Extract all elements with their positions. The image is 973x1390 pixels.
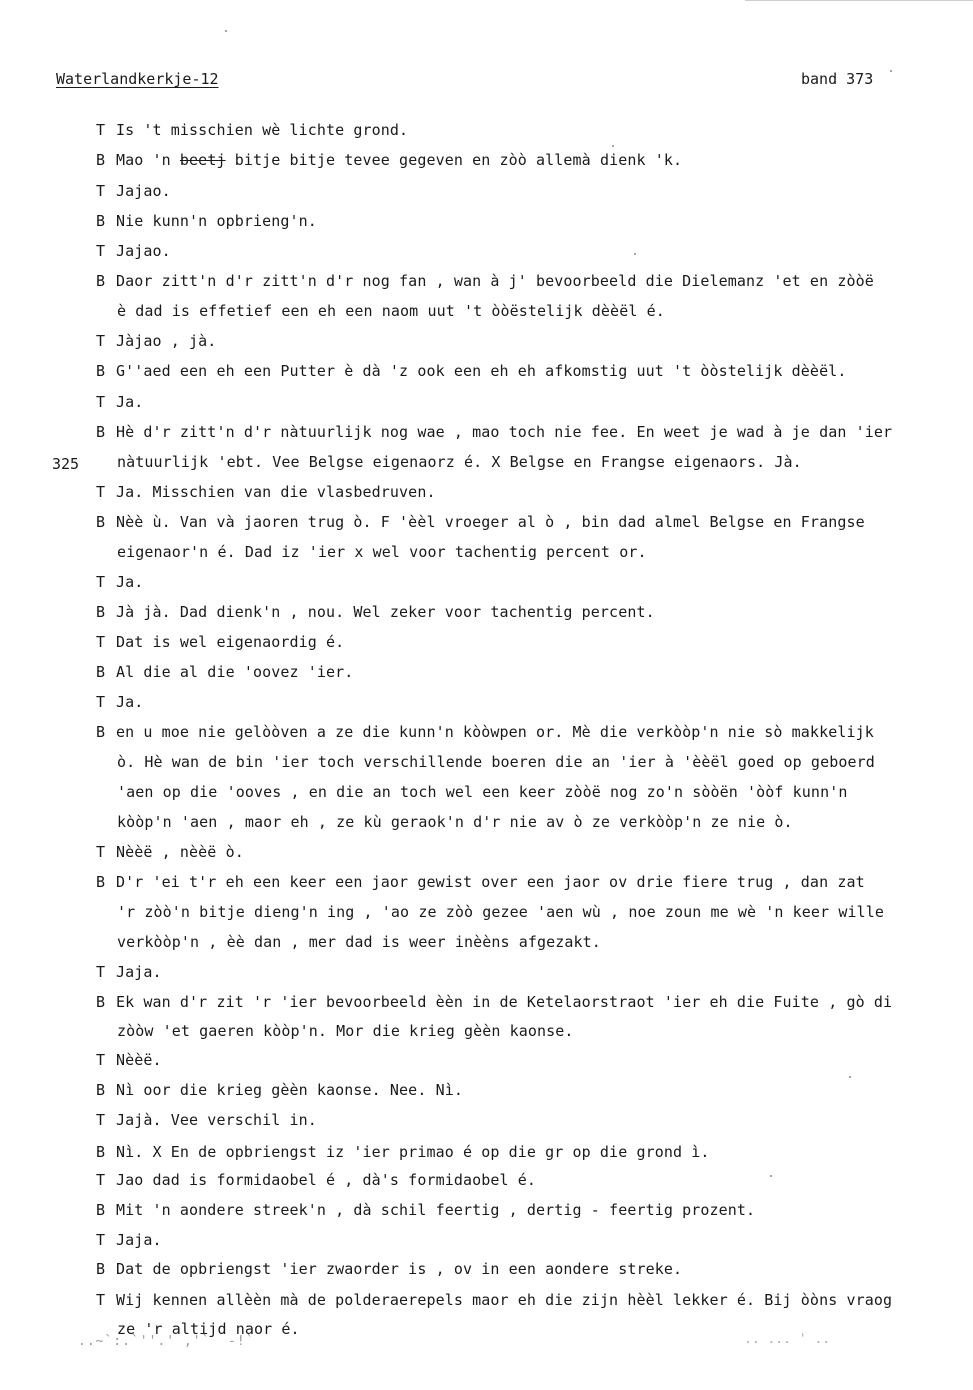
speaker-label: T — [96, 1111, 106, 1129]
utterance-text: Al die al die 'oovez 'ier. — [116, 663, 354, 681]
speaker-label: B — [96, 362, 106, 380]
utterance-text: 'r zòò'n bitje dieng'n ing , 'ao ze zòò gezee 'aen wù , noe zoun me wè 'n keer wille — [117, 903, 884, 921]
transcript-line — [117, 813, 793, 831]
speaker-label: T — [96, 332, 106, 350]
speaker-label: T — [96, 121, 106, 139]
transcript-line — [96, 513, 865, 531]
utterance-text: Nì oor die krieg gèèn kaonse. Nee. Nì. — [116, 1081, 463, 1099]
transcript-line — [96, 1291, 892, 1309]
speaker-label: B — [96, 272, 106, 290]
transcript-line — [96, 272, 874, 290]
speaker-label: B — [96, 663, 106, 681]
utterance-text: Hè d'r zitt'n d'r nàtuurlijk nog wae , mao toch nie fee. En weet je wad à je dan 'ier — [116, 423, 893, 441]
transcript-line — [96, 963, 162, 981]
speaker-label: B — [96, 423, 106, 441]
speaker-label: B — [96, 212, 106, 230]
scan-speck — [890, 70, 892, 72]
scan-speck — [849, 1076, 851, 1078]
speaker-label: T — [96, 1171, 106, 1189]
utterance-text: Mit 'n aondere streek'n , dà schil feertig , dertig - feertig prozent. — [116, 1201, 756, 1219]
transcript-line — [117, 453, 802, 471]
document-title: Waterlandkerkje-12 — [56, 70, 219, 88]
speaker-label: T — [96, 182, 106, 200]
utterance-text: Ja. — [116, 693, 144, 711]
utterance-text: Jaja. — [116, 963, 162, 981]
tape-band-number: band 373 — [801, 70, 874, 88]
speaker-label: B — [96, 1201, 106, 1219]
transcript-line — [96, 1143, 710, 1161]
transcript-line — [96, 663, 353, 681]
transcript-line — [96, 993, 892, 1011]
speaker-label: T — [96, 1051, 106, 1069]
speaker-label: B — [96, 993, 106, 1011]
speaker-label: T — [96, 1231, 106, 1249]
transcript-line — [117, 1022, 574, 1040]
transcript-line — [96, 603, 655, 621]
struck-out-text: beetj — [179, 151, 226, 169]
speaker-label: B — [96, 1260, 106, 1278]
utterance-text: D'r 'ei t'r eh een keer een jaor gewist over een jaor ov drie fiere trug , dan zat — [116, 873, 865, 891]
utterance-text: Jajà. Vee verschil in. — [116, 1111, 317, 1129]
speaker-label: T — [96, 242, 106, 260]
margin-line-number: 325 — [52, 455, 80, 473]
scan-smudge-right: .. ... ' .. — [744, 1332, 831, 1347]
utterance-text: Mao 'n — [116, 151, 180, 169]
scan-speck — [634, 253, 636, 255]
utterance-text: eigenaor'n é. Dad iz 'ier x wel voor tachentig percent or. — [117, 543, 647, 561]
utterance-text: Is 't misschien wè lichte grond. — [116, 121, 409, 139]
transcript-line — [96, 1260, 682, 1278]
transcript-line — [96, 182, 171, 200]
utterance-text: ze 'r altijd naor é. — [117, 1320, 300, 1338]
utterance-text: Jao dad is formidaobel é , dà's formidaobel é. — [116, 1171, 537, 1189]
utterance-text: Dat de opbriengst 'ier zwaorder is , ov in een aondere streke. — [116, 1260, 683, 1278]
utterance-text: Nèè ù. Van và jaoren trug ò. F 'èèl vroeger al ò , bin dad almel Belgse en Frangse — [116, 513, 865, 531]
utterance-text: Nie kunn'n opbrieng'n. — [116, 212, 317, 230]
scan-speck — [612, 145, 614, 147]
speaker-label: B — [96, 513, 106, 531]
utterance-text: G''aed een eh een Putter è dà 'z ook een eh eh afkomstig uut 't òòstelijk dèèël. — [116, 362, 847, 380]
scan-speck — [770, 1175, 772, 1177]
utterance-text: Nèèë. — [116, 1051, 162, 1069]
utterance-text: Wij kennen allèèn mà de polderaerepels maor eh die zijn hèèl lekker é. Bij òòns vraog — [116, 1291, 893, 1309]
transcript-line — [117, 753, 875, 771]
speaker-label: B — [96, 151, 106, 169]
utterance-text: è dad is effetief een eh een naom uut 't òòëstelijk dèèël é. — [117, 302, 665, 320]
speaker-label: B — [96, 723, 106, 741]
utterance-text: Nèèë , nèèë ò. — [116, 843, 244, 861]
speaker-label: B — [96, 1081, 106, 1099]
transcript-line — [96, 1111, 317, 1129]
utterance-text: Ja. — [116, 393, 144, 411]
speaker-label: B — [96, 603, 106, 621]
utterance-text: Ja. — [116, 573, 144, 591]
transcript-line — [96, 573, 143, 591]
transcript-line — [96, 393, 143, 411]
utterance-text: Ek wan d'r zit 'r 'ier bevoorbeeld èèn in de Ketelaorstraot 'ier eh die Fuite , gò di — [116, 993, 893, 1011]
transcript-line — [96, 843, 244, 861]
utterance-text: Ja. Misschien van die vlasbedruven. — [116, 483, 436, 501]
speaker-label: B — [96, 1143, 106, 1161]
transcript-line — [96, 1051, 162, 1069]
transcript-line — [96, 332, 216, 350]
transcript-line — [96, 1201, 755, 1219]
utterance-text: Jàjao , jà. — [116, 332, 217, 350]
utterance-text: Dat is wel eigenaordig é. — [116, 633, 345, 651]
speaker-label: T — [96, 693, 106, 711]
transcript-line — [96, 212, 317, 230]
transcript-line — [96, 1231, 162, 1249]
utterance-text: Jajao. — [116, 242, 171, 260]
speaker-label: T — [96, 633, 106, 651]
utterance-text: verkòòp'n , èè dan , mer dad is weer inèèns afgezakt. — [117, 933, 601, 951]
transcript-line — [117, 903, 884, 921]
utterance-text: en u moe nie gelòòven a ze die kunn'n kòòwpen or. Mè die verkòòp'n nie sò makkelijk — [116, 723, 874, 741]
speaker-label: T — [96, 843, 106, 861]
transcript-line — [117, 543, 647, 561]
utterance-text: kòòp'n 'aen , maor eh , ze kù geraok'n d'r nie av ò ze verkòòp'n ze nie ò. — [117, 813, 793, 831]
transcript-line — [96, 633, 344, 651]
page-edge-line — [745, 0, 973, 1]
transcript-line — [117, 302, 665, 320]
transcript-line — [96, 121, 408, 139]
transcript-line — [96, 362, 846, 380]
scan-smudge-left: ..~`:.`''.' ,'` -!` — [78, 1334, 255, 1349]
transcript-line — [96, 723, 874, 741]
speaker-label: T — [96, 483, 106, 501]
utterance-text: Jà jà. Dad dienk'n , nou. Wel zeker voor tachentig percent. — [116, 603, 655, 621]
transcript-line — [96, 151, 682, 169]
transcript-line — [117, 933, 601, 951]
transcript-line — [96, 693, 143, 711]
transcript-line — [96, 1171, 536, 1189]
speaker-label: T — [96, 1291, 106, 1309]
utterance-text: ò. Hè wan de bin 'ier toch verschillende boeren die an 'ier à 'èèël goed op geboerd — [117, 753, 875, 771]
speaker-label: T — [96, 393, 106, 411]
scan-speck — [225, 30, 227, 32]
transcript-line — [96, 873, 865, 891]
utterance-text: Jajao. — [116, 182, 171, 200]
utterance-text: Daor zitt'n d'r zitt'n d'r nog fan , wan à j' bevoorbeeld die Dielemanz 'et en zòòë — [116, 272, 874, 290]
speaker-label: T — [96, 573, 106, 591]
utterance-text: 'aen op die 'ooves , en die an toch wel een keer zòòë nog zo'n sòòën 'òòf kunn'n — [117, 783, 848, 801]
utterance-text: zòòw 'et gaeren kòòp'n. Mor die krieg gèèn kaonse. — [117, 1022, 574, 1040]
transcript-line — [96, 423, 892, 441]
transcript-line — [96, 483, 436, 501]
speaker-label: T — [96, 963, 106, 981]
utterance-text: nàtuurlijk 'ebt. Vee Belgse eigenaorz é. X Belgse en Frangse eigenaors. Jà. — [117, 453, 802, 471]
speaker-label: B — [96, 873, 106, 891]
utterance-text: Jaja. — [116, 1231, 162, 1249]
transcript-line — [96, 242, 171, 260]
transcript-line — [96, 1081, 463, 1099]
transcript-line — [117, 783, 847, 801]
utterance-text: Nì. X En de opbriengst iz 'ier primao é op die gr op die grond ì. — [116, 1143, 710, 1161]
utterance-text-continued: bitje bitje tevee gegeven en zòò allemà dienk 'k. — [225, 151, 683, 169]
